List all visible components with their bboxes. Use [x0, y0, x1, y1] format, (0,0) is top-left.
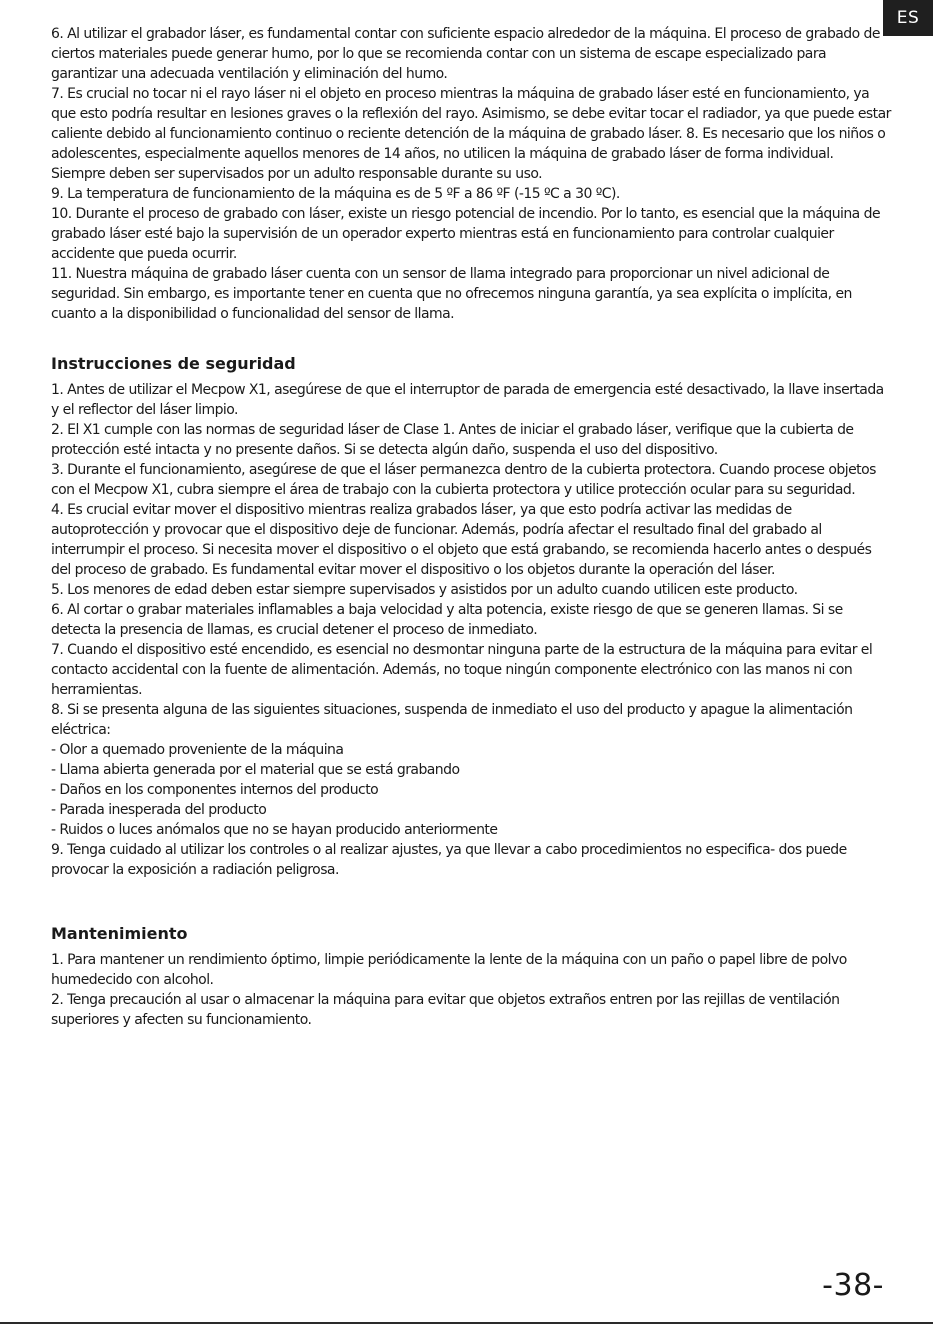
- intro-item-11: 11. Nuestra máquina de grabado láser cuenta con un sensor de llama integrado para proporcionar un nivel adicional de seguridad. Sin embargo, es importante tener en cuenta que no ofrecemos ninguna garantía, ya sea explícita o implícita, en cuanto a la disponibilidad o funcionalidad del sensor de llama.: [51, 266, 852, 322]
- safety-subitem-internal-damage: - Daños en los componentes internos del producto: [51, 782, 379, 798]
- safety-item-6: 6. Al cortar o grabar materiales inflamables a baja velocidad y alta potencia, existe riesgo de que se generen llamas. Si se detecta la presencia de llamas, es crucial detener el proceso de inmediato.: [51, 602, 843, 638]
- maintenance-item-2: 2. Tenga precaución al usar o almacenar la máquina para evitar que objetos extraños entren por las rejillas de ventilación superiores y afecten su funcionamiento.: [51, 992, 840, 1028]
- safety-item-9: 9. Tenga cuidado al utilizar los controles o al realizar ajustes, ya que llevar a cabo procedimientos no especifica- dos puede provocar la exposición a radiación peligrosa.: [51, 842, 847, 878]
- page-content: [51, 24, 891, 1030]
- safety-section: [51, 354, 891, 880]
- safety-subitem-abnormal-noise: - Ruidos o luces anómalos que no se hayan producido anteriormente: [51, 822, 498, 838]
- safety-item-8: 8. Si se presenta alguna de las siguientes situaciones, suspenda de inmediato el uso del producto y apague la alimentación eléctrica:: [51, 702, 853, 738]
- safety-heading: Instrucciones de seguridad: [51, 354, 296, 373]
- intro-item-7: 7. Es crucial no tocar ni el rayo láser ni el objeto en proceso mientras la máquina de grabado láser esté en funcionamiento, ya que esto podría resultar en lesiones graves o la reflexión del rayo. Asimismo, se debe evitar tocar el radiador, ya que puede estar caliente debido al funcionamiento continuo o reciente detención de la máquina de grabado láser. 8. Es necesario que los niños o adolescentes, especialmente aquellos menores de 14 años, no utilicen la máquina de grabado láser de forma individual. Siempre deben ser supervisados por un adulto responsable durante su uso.: [51, 86, 891, 182]
- page-number: -38-: [822, 1268, 884, 1303]
- safety-item-4: 4. Es crucial evitar mover el dispositivo mientras realiza grabados láser, ya que esto podría activar las medidas de autoprotección y provocar que el dispositivo deje de funcionar. Además, podría afectar el resultado final del grabado al interrumpir el proceso. Si necesita mover el dispositivo o el objeto que está grabando, se recomienda hacerlo antes o después del proceso de grabado. Es fundamental evitar mover el dispositivo o los objetos durante la operación del láser.: [51, 502, 872, 578]
- safety-subitem-unexpected-stop: - Parada inesperada del producto: [51, 802, 267, 818]
- safety-item-5: 5. Los menores de edad deben estar siempre supervisados y asistidos por un adulto cuando utilicen este producto.: [51, 582, 798, 598]
- safety-subitem-burning-smell: - Olor a quemado proveniente de la máquina: [51, 742, 344, 758]
- language-tab: ES: [883, 0, 933, 36]
- intro-item-6: 6. Al utilizar el grabador láser, es fundamental contar con suficiente espacio alrededor de la máquina. El proceso de grabado de ciertos materiales puede generar humo, por lo que se recomienda contar con un sistema de escape especializado para garantizar una adecuada ventilación y eliminación del humo.: [51, 26, 880, 82]
- maintenance-heading: Mantenimiento: [51, 924, 188, 943]
- intro-item-10: 10. Durante el proceso de grabado con láser, existe un riesgo potencial de incendio. Por lo tanto, es esencial que la máquina de grabado láser esté bajo la supervisión de un operador experto mientras está en funcionamiento para controlar cualquier accidente que pueda ocurrir.: [51, 206, 881, 262]
- safety-item-3: 3. Durante el funcionamiento, asegúrese de que el láser permanezca dentro de la cubierta protectora. Cuando procese objetos con el Mecpow X1, cubra siempre el área de trabajo con la cubierta protectora y utilice protección ocular para su seguridad.: [51, 462, 876, 498]
- intro-item-9: 9. La temperatura de funcionamiento de la máquina es de 5 ºF a 86 ºF (-15 ºC a 30 ºC).: [51, 186, 620, 202]
- safety-item-7: 7. Cuando el dispositivo esté encendido, es esencial no desmontar ninguna parte de la estructura de la máquina para evitar el contacto accidental con la fuente de alimentación. Además, no toque ningún componente electrónico con las manos ni con herramientas.: [51, 642, 873, 698]
- maintenance-section: [51, 924, 891, 1030]
- intro-section: [51, 24, 891, 324]
- safety-item-2: 2. El X1 cumple con las normas de seguridad láser de Clase 1. Antes de iniciar el grabado láser, verifique que la cubierta de protección esté intacta y no presente daños. Si se detecta algún daño, suspenda el uso del dispositivo.: [51, 422, 854, 458]
- safety-subitem-open-flame: - Llama abierta generada por el material que se está grabando: [51, 762, 460, 778]
- safety-item-1: 1. Antes de utilizar el Mecpow X1, asegúrese de que el interruptor de parada de emergencia esté desactivado, la llave insertada y el reflector del láser limpio.: [51, 382, 884, 418]
- maintenance-item-1: 1. Para mantener un rendimiento óptimo, limpie periódicamente la lente de la máquina con un paño o papel libre de polvo humedecido con alcohol.: [51, 952, 847, 988]
